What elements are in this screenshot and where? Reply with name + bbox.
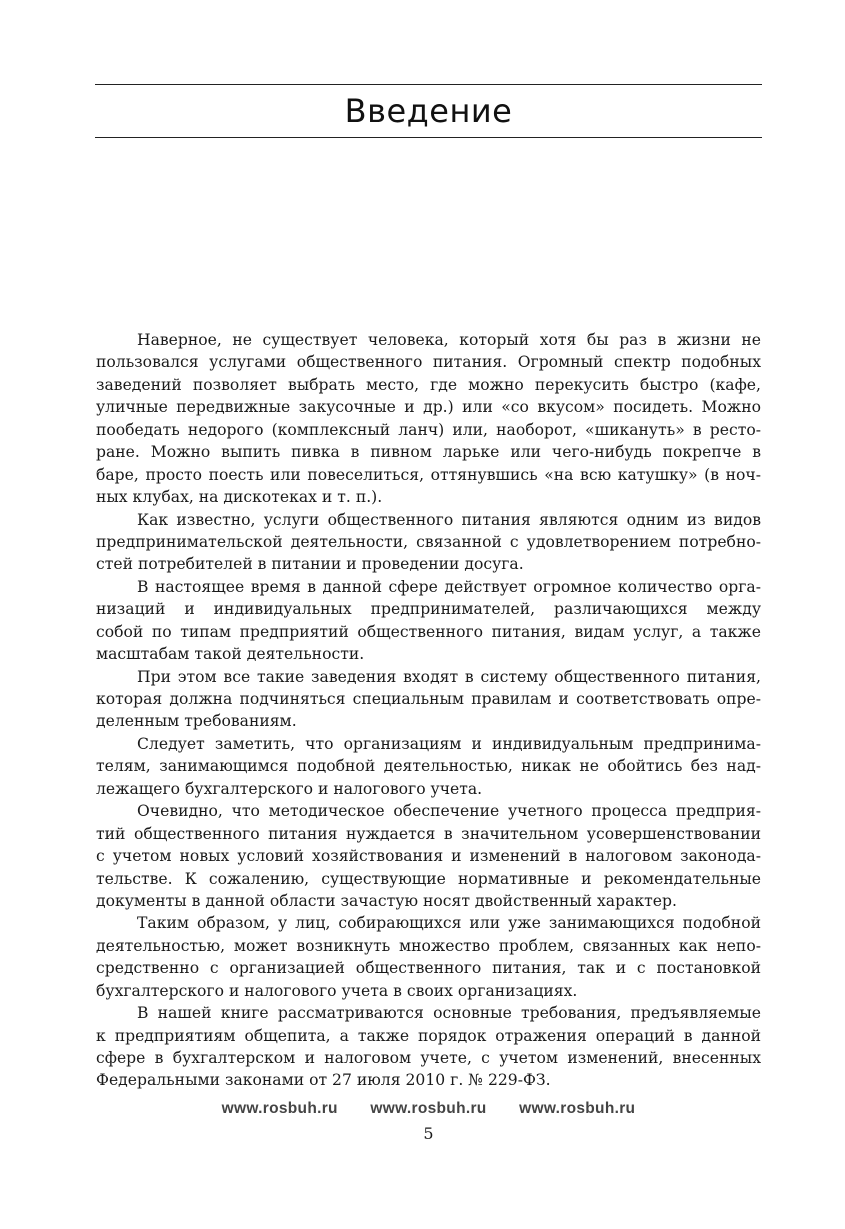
title-rule-top [95,84,762,85]
text-line: Наверное, не существует человека, который хотя бы раз в жизни не [137,331,761,349]
text-line: В настоящее время в данной сфере действует огромное количество орга- [137,577,761,596]
text-line: бухгалтерского и налогового учета в своих организациях. [96,981,578,1000]
text-line: Таким образом, у лиц, собирающихся или уже занимающихся подобной [137,914,761,933]
paragraph [96,329,761,509]
text-line: пользовался услугами общественного питания. Огромный спектр подобных [96,353,761,372]
text-line: В нашей книге рассматриваются основные требования, предъявляемые [137,1004,761,1023]
text-line: стей потребителей в питании и проведении досуга. [96,555,524,574]
paragraph [96,912,761,1002]
text-line: деятельностью, может возникнуть множество проблем, связанных как непо- [96,936,761,955]
text-line: к предприятиям общепита, а также порядок отражения операций в данной [96,1026,761,1045]
text-line: лежащего бухгалтерского и налогового учета. [96,779,483,798]
text-line: Федеральными законами от 27 июля 2010 г. № 229-ФЗ. [96,1071,551,1090]
text-line: заведений позволяет выбрать место, где можно перекусить быстро (кафе, [96,375,761,394]
paragraph [96,666,761,733]
text-line: тий общественного питания нуждается в значительном усовершенствовании [96,824,761,843]
paragraph [96,1002,761,1092]
paragraph [96,509,761,576]
text-line: Как известно, услуги общественного питания являются одним из видов [137,510,761,529]
text-line: масштабам такой деятельности. [96,645,365,664]
text-line: документы в данной области зачастую носят двойственный характер. [96,891,677,910]
footer-link[interactable]: www.rosbuh.ru [370,1100,487,1117]
text-line: При этом все такие заведения входят в систему общественного питания, [137,667,761,686]
text-line: которая должна подчиняться специальным правилам и соответствовать опре- [96,690,761,708]
text-line: Очевидно, что методическое обеспечение учетного процесса предприя- [137,802,761,821]
footer-links [95,1100,762,1118]
text-line: с учетом новых условий хозяйствования и изменений в налоговом законода- [96,847,761,866]
chapter-title: Введение [344,92,513,130]
text-line: низаций и индивидуальных предпринимателей, различающихся между [96,600,761,619]
text-line: Следует заметить, что организациям и индивидуальным предпринима- [137,734,761,753]
text-line: уличные передвижные закусочные и др.) или «со вкусом» посидеть. Можно [96,398,761,417]
page-number: 5 [423,1124,434,1143]
paragraph [96,576,761,666]
footer-link[interactable]: www.rosbuh.ru [221,1100,338,1117]
text-line: телям, занимающимся подобной деятельностью, никак не обойтись без над- [96,757,761,776]
text-line: тельстве. К сожалению, существующие нормативные и рекомендательные [96,869,761,888]
text-line: деленным требованиям. [96,712,297,731]
text-line: средственно с организацией общественного питания, так и с постановкой [96,959,761,978]
title-rule-bottom [95,137,762,138]
text-line: предпринимательской деятельности, связанной с удовлетворением потребно- [96,532,761,551]
text-line: ных клубах, на дискотеках и т. п.). [96,488,383,507]
text-line: баре, просто поесть или повеселиться, оттянувшись «на всю катушку» (в ноч- [96,465,761,484]
text-line: пообедать недорого (комплексный ланч) или, наоборот, «шикануть» в ресто- [96,420,761,439]
text-line: ране. Можно выпить пивка в пивном ларьке или чего-нибудь покрепче в [96,443,761,462]
text-line: собой по типам предприятий общественного питания, видам услуг, а также [96,622,761,641]
body-text [96,329,761,1092]
text-line: сфере в бухгалтерском и налоговом учете, с учетом изменений, внесенных [96,1049,761,1067]
paragraph [96,800,761,912]
paragraph [96,733,761,800]
footer-link[interactable]: www.rosbuh.ru [519,1100,636,1117]
